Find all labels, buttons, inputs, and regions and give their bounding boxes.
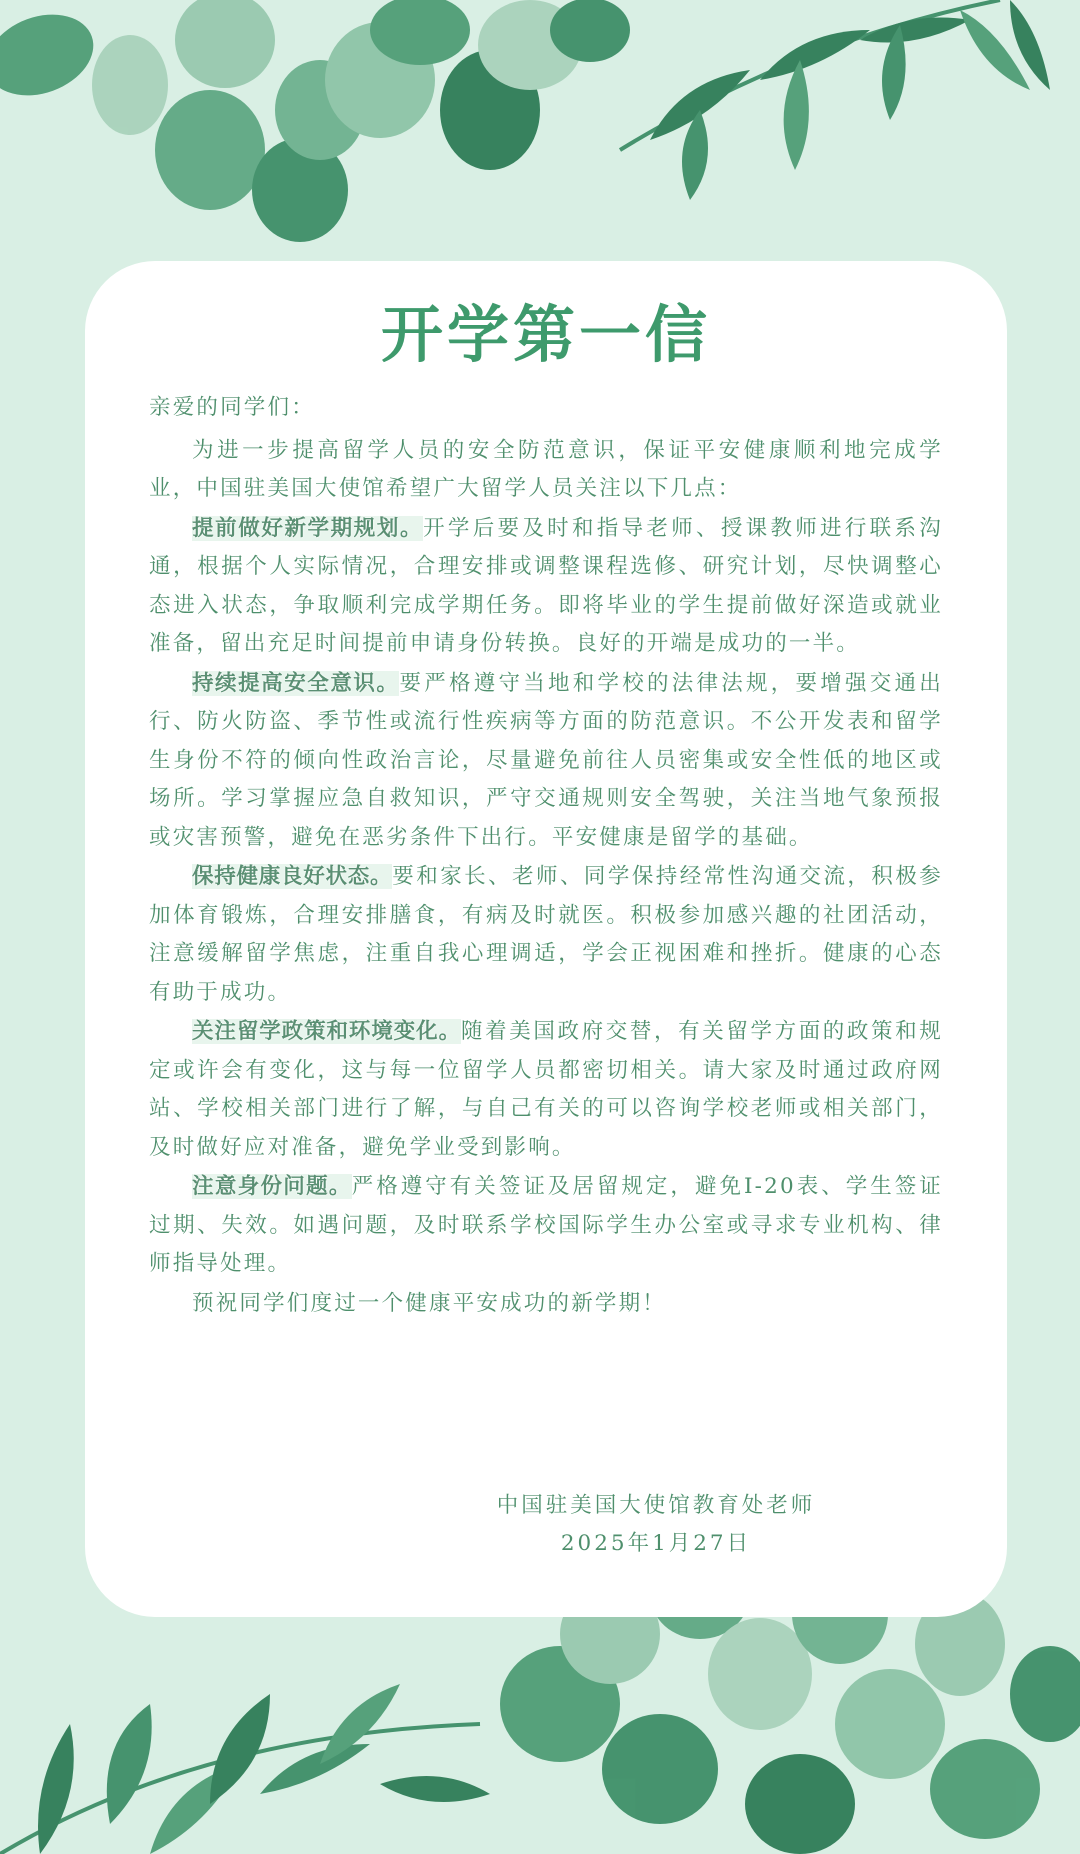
point-4-heading: 关注留学政策和环境变化。	[192, 1019, 462, 1045]
point-2	[149, 665, 943, 858]
point-1-heading: 提前做好新学期规划。	[192, 515, 424, 541]
signature-block	[85, 1487, 1007, 1563]
point-5	[149, 1168, 943, 1284]
letter-body	[149, 389, 943, 1323]
point-5-text: 严格遵守有关签证及居留规定，避免I-20表、学生签证过期、失效。如遇问题，及时联系学校国际学生办公室或寻求专业机构、律师指导处理。	[149, 1174, 943, 1277]
point-4	[149, 1013, 943, 1167]
point-4-text: 随着美国政府交替，有关留学方面的政策和规定或许会有变化，这与每一位留学人员都密切相关。请大家及时通过政府网站、学校相关部门进行了解，与自己有关的可以咨询学校老师或相关部门，及时做好应对准备，避免学业受到影响。	[149, 1019, 943, 1160]
point-2-heading: 持续提高安全意识。	[192, 670, 400, 696]
point-3-heading: 保持健康良好状态。	[192, 864, 393, 890]
point-3-text: 要和家长、老师、同学保持经常性沟通交流，积极参加体育锻炼，合理安排膳食，有病及时就医。积极参加感兴趣的社团活动，注意缓解留学焦虑，注重自我心理调适，学会正视困难和挫折。健康的心态有助于成功。	[149, 864, 943, 1005]
letter-intro: 为进一步提高留学人员的安全防范意识，保证平安健康顺利地完成学业，中国驻美国大使馆希望广大留学人员关注以下几点：	[149, 437, 943, 502]
point-1-text: 开学后要及时和指导老师、授课教师进行联系沟通，根据个人实际情况，合理安排或调整课程选修、研究计划，尽快调整心态进入状态，争取顺利完成学期任务。即将毕业的学生提前做好深造或就业准备，留出充足时间提前申请身份转换。良好的开端是成功的一半。	[149, 515, 943, 657]
point-1	[149, 510, 943, 664]
letter-closing: 预祝同学们度过一个健康平安成功的新学期！	[192, 1290, 667, 1316]
letter-greeting: 亲爱的同学们：	[149, 395, 315, 421]
point-2-text: 要严格遵守当地和学校的法律法规，要增强交通出行、防火防盗、季节性或流行性疾病等方面的防范意识。不公开发表和留学生身份不符的倾向性政治言论，尽量避免前往人员密集或安全性低的地区或场所。学习掌握应急自救知识，严守交通规则安全驾驶，关注当地气象预报或灾害预警，避免在恶劣条件下出行。平安健康是留学的基础。	[149, 670, 943, 850]
signature: 中国驻美国大使馆教育处老师	[496, 1493, 816, 1518]
point-3	[149, 858, 943, 1012]
letter-title: 开学第一信	[380, 298, 711, 371]
letter-card	[85, 261, 1007, 1617]
point-5-heading: 注意身份问题。	[192, 1174, 352, 1200]
top-leaf-decoration	[0, 0, 1080, 270]
letter-date: 2025年1月27日	[560, 1531, 752, 1556]
